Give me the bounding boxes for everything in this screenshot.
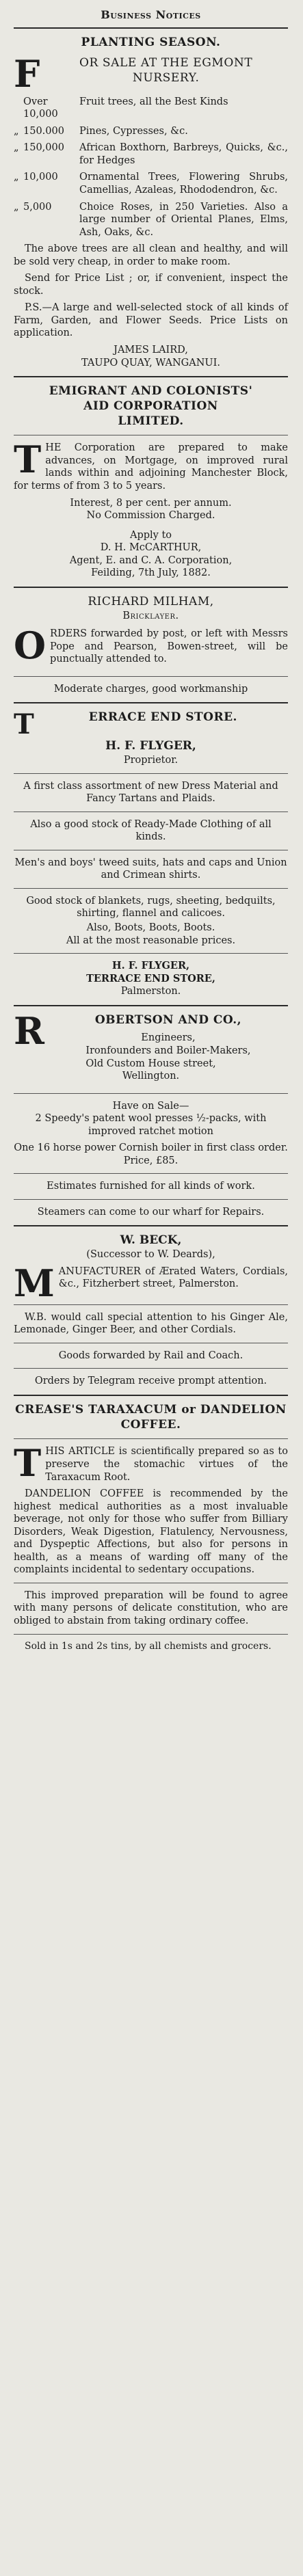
divider — [14, 702, 288, 703]
list-item: „ 150.000 Pines, Cypresses, &c. — [14, 125, 188, 137]
ad-paragraph: All at the most reasonable prices. — [66, 935, 236, 946]
ad-title: EMIGRANT AND COLONISTS' — [49, 384, 253, 399]
address-line: Ironfounders and Boiler-Makers, — [85, 1045, 251, 1057]
ad-paragraph: Men's and boys' tweed suits, hats and caps and Union and Crimean shirts. — [14, 857, 287, 881]
ad-paragraph: Also a good stock of Ready-Made Clothing of all kinds. — [30, 818, 272, 843]
steamers-line: Steamers can come to our wharf for Repairs. — [37, 1206, 265, 1218]
ad-title: OBERTSON AND CO., — [94, 1012, 242, 1027]
divider — [14, 953, 288, 954]
list-item: Over 10,000 Fruit trees, all the Best Kinds — [23, 96, 228, 120]
divider — [14, 1005, 288, 1006]
tagline: Moderate charges, good workmanship — [53, 683, 248, 695]
sale-head: Have on Sale— — [112, 1100, 189, 1112]
drop-cap: R — [14, 1008, 44, 1053]
ad-paragraph: Also, Boots, Boots, Boots. — [86, 922, 215, 933]
divider — [14, 1199, 288, 1200]
ad-body: RDERS forwarded by post, or left with Messrs Pope and Pearson, Bowen-street, will be punctually attended to. — [50, 628, 288, 665]
ad-title: PLANTING SEASON. — [81, 36, 221, 50]
beck-ad — [14, 1233, 288, 1387]
owner-role: Proprietor. — [123, 755, 179, 766]
drop-cap: M — [14, 1261, 55, 1305]
ad-title: AID CORPORATION — [83, 399, 218, 413]
owner-name: H. F. FLYGER, — [105, 739, 196, 753]
ad-paragraph: Sold in 1s and 2s tins, by all chemists and grocers. — [25, 1640, 272, 1652]
list-item: „ 5,000 Choice Roses, in 250 Varieties. Also a large number of Oriental Planes, Elms, Ash, Oaks, &c. — [14, 201, 288, 238]
divider — [14, 1304, 288, 1305]
divider — [14, 676, 288, 677]
divider — [14, 1225, 288, 1226]
ad-title: ERRACE END STORE. — [88, 710, 237, 725]
divider — [14, 1368, 288, 1369]
ad-paragraph: Goods forwarded by Rail and Coach. — [58, 1350, 243, 1361]
address-line: Old Custom House street, — [85, 1058, 216, 1069]
divider — [14, 1173, 288, 1174]
ad-paragraph: W.B. would call special attention to his Ginger Ale, Lemonade, Ginger Beer, and other Cordials. — [14, 1311, 288, 1336]
divider — [14, 27, 288, 29]
sale-item: One 16 horse power Cornish boiler in first class order. Price, £85. — [14, 1142, 288, 1166]
stock-list — [14, 96, 288, 239]
signature-name: H. F. FLYGER, — [111, 960, 190, 972]
crease-ad — [14, 1403, 288, 1653]
drop-cap: F — [14, 52, 40, 96]
divider — [14, 1093, 288, 1094]
ad-paragraph: A first class assortment of new Dress Material and Fancy Tartans and Plaids. — [23, 780, 278, 805]
signature-name: JAMES LAIRD, — [114, 345, 188, 356]
signature-place: TAUPO QUAY, WANGANUI. — [81, 357, 220, 368]
drop-cap: T — [14, 1441, 42, 1486]
divider — [14, 811, 288, 812]
robertson-ad — [14, 1008, 288, 1219]
section-header: Business Notices — [101, 8, 201, 21]
drop-cap: T — [14, 438, 42, 482]
divider — [14, 1438, 288, 1439]
commission-line: No Commission Charged. — [86, 510, 215, 522]
ad-paragraph: Orders by Telegram receive prompt attention. — [34, 1376, 267, 1387]
list-item: „ 10,000 Ornamental Trees, Flowering Shrubs, Camellias, Azaleas, Rhododendron, &c. — [14, 172, 288, 196]
apply-line: Apply to — [129, 529, 172, 541]
list-item: „ 150,000 African Boxthorn, Barbreys, Quicks, &c., for Hedges — [14, 142, 288, 166]
divider — [14, 587, 288, 588]
ad-paragraph: Good stock of blankets, rugs, sheeting, bedquilts, shirting, flannel and calicoes. — [26, 895, 276, 920]
ad-title: LIMITED. — [118, 414, 184, 428]
signature-store: TERRACE END STORE, — [86, 972, 215, 984]
terrace-end-store-ad — [14, 710, 288, 997]
ad-lead: OR SALE AT THE EGMONT NURSERY. — [79, 56, 253, 85]
ad-date: Feilding, 7th July, 1882. — [91, 567, 211, 579]
successor-line: (Successor to W. Deards), — [86, 1249, 215, 1261]
interest-line: Interest, 8 per cent. per annum. — [70, 497, 232, 509]
drop-cap: T — [14, 708, 34, 741]
divider — [14, 1395, 288, 1396]
ad-paragraph: This improved preparation will be found to agree with many persons of delicate constitution, who are obliged to abstain from taking ordinary coffee. — [14, 1589, 288, 1627]
divider — [14, 773, 288, 774]
address-line: Engineers, — [141, 1032, 196, 1044]
ad-title: RICHARD MILHAM, — [88, 594, 214, 608]
ad-paragraph: Send for Price List ; or, if convenient, inspect the stock. — [14, 273, 288, 297]
planting-season-ad — [14, 36, 288, 369]
divider — [14, 888, 288, 889]
divider — [14, 376, 288, 377]
ad-title: W. BECK, — [120, 1233, 182, 1248]
sale-item: 2 Speedy's patent wool presses ½-packs, with improved ratchet motion — [35, 1113, 267, 1137]
ad-paragraph: DANDELION COFFEE is recommended by the highest medical authorities as a most invaluable beverage, not only for those who suffer from Billiary Disorders, Weak Digestion, Flatulency, Nervousness, and Dyspeptic Affections, but also for persons in health, as a means of warding off many of the complaints incidental to sedentary occupations. — [14, 1488, 288, 1576]
drop-cap: O — [14, 623, 47, 668]
ad-body: HE Corporation are prepared to make advances, on Mortgage, on improved rural lands within and adjoining Manchester Block, for terms of from 3 to 5 years. — [14, 442, 288, 492]
ad-body: ANUFACTURER of Ærated Waters, Cordials, &c., Fitzherbert street, Palmerston. — [58, 1265, 288, 1290]
divider — [14, 1634, 288, 1635]
agent-role: Agent, E. and C. A. Corporation, — [69, 554, 233, 566]
ad-body: HIS ARTICLE is scientifically prepared so as to preserve the stomachic virtues of the Taraxacum Root. — [45, 1446, 288, 1483]
milham-ad — [14, 595, 288, 695]
estimates-line: Estimates furnished for all kinds of work. — [47, 1181, 255, 1192]
emigrant-corporation-ad — [14, 384, 288, 580]
signature-place: Palmerston. — [120, 986, 181, 997]
ad-paragraph: The above trees are all clean and healthy, and will be sold very cheap, in order to make room. — [14, 243, 288, 267]
ad-title: CREASE'S TARAXACUM or DANDELION COFFEE. — [15, 1402, 287, 1432]
address-line: Wellington. — [122, 1071, 180, 1082]
agent-name: D. H. McCARTHUR, — [100, 542, 202, 554]
trade-line: Bricklayer. — [122, 610, 179, 621]
ad-paragraph: P.S.—A large and well-selected stock of all kinds of Farm, Garden, and Flower Seeds. Price Lists on application. — [14, 302, 288, 339]
